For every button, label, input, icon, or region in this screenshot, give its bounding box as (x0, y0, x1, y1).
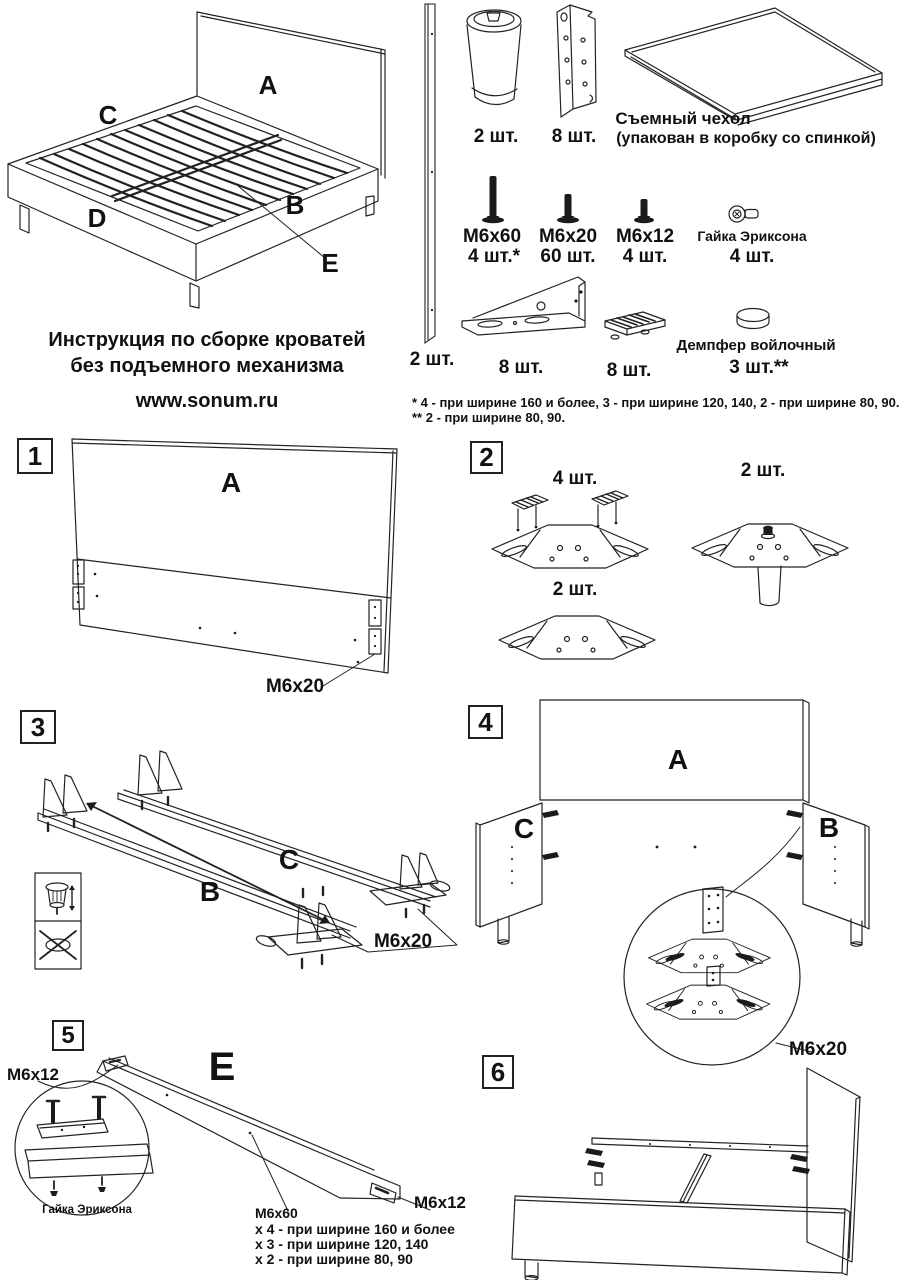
step-5-label-e: E (208, 1045, 236, 1089)
part-m6x20-name: M6x20 (538, 226, 598, 247)
center-rail-e (97, 1056, 400, 1203)
slat-holder-a (512, 495, 548, 531)
part-cover-note: (упакован в коробку со спинкой) (616, 130, 876, 147)
page-title-line1: Инструкция по сборке кроватей (48, 329, 366, 351)
step-5-m6x60-line1: x 4 - при ширине 160 и более (255, 1221, 455, 1237)
step-3-label-c: C (278, 844, 300, 875)
back-rail (585, 1138, 810, 1185)
magnified-corner-detail (647, 887, 771, 1019)
bracket-plate-icon (462, 277, 585, 335)
step-5-m6x60-line2: x 3 - при ширине 120, 140 (255, 1236, 429, 1252)
gussets-rail-c-left (138, 751, 182, 809)
center-rail (680, 1154, 711, 1203)
part-slat-strip-qty: 2 шт. (409, 349, 455, 370)
step-3-number: 3 (30, 711, 46, 742)
step-2-qty-bottom: 2 шт. (552, 579, 598, 600)
step-1-screw-label: M6x20 (265, 676, 325, 697)
website-text: www.sonum.ru (135, 390, 279, 412)
step-4-screw-label: M6x20 (788, 1039, 848, 1060)
part-cover-name: Съемный чехол (615, 109, 751, 128)
erikson-nut-icon (729, 206, 758, 222)
part-m6x12-qty: 4 шт. (622, 246, 668, 267)
front-panel (512, 1196, 850, 1280)
step-5-nut-label: Гайка Эриксона (42, 1204, 132, 1216)
part-erikson-name: Гайка Эриксона (697, 228, 807, 244)
part-m6x60-qty: 4 шт.* (468, 246, 520, 267)
screw-m6x20-icon (557, 194, 579, 223)
footnote-1: * 4 - при ширине 160 и более, 3 - при ширине 120, 140, 2 - при ширине 80, 90. (412, 395, 900, 410)
step-2-qty-right: 2 шт. (740, 460, 786, 481)
overview-label-e: E (321, 248, 339, 278)
erikson-nut-bottom-b (98, 1177, 106, 1192)
part-m6x20-qty: 60 шт. (540, 246, 596, 267)
overview-label-c: C (98, 100, 118, 130)
part-damper-name: Демпфер войлочный (676, 337, 836, 354)
part-m6x12-name: M6x12 (615, 226, 675, 247)
magnifier-circle-step5 (15, 1081, 149, 1215)
part-leg-qty: 2 шт. (473, 126, 519, 147)
overview-bed-drawing (0, 0, 412, 312)
step-4-label-b: B (818, 812, 840, 843)
overview-label-d: D (87, 203, 107, 233)
leg-icon (467, 10, 521, 105)
part-damper-qty: 3 шт.** (729, 357, 789, 378)
corner-plate-top (492, 525, 648, 568)
end-plate-rail-b (255, 887, 362, 968)
step-4-label-c: C (513, 813, 535, 844)
felt-damper-icon (737, 309, 769, 329)
step-1-number: 1 (27, 440, 43, 471)
step-6-drawing (470, 1040, 900, 1280)
overview-label-a: A (258, 70, 278, 100)
step-5-m6x60-line3: x 2 - при ширине 80, 90 (255, 1251, 413, 1267)
cover-icon (625, 8, 882, 125)
adjustable-glide-icon (46, 883, 75, 914)
screw-m6x60-icon (482, 176, 504, 223)
slat-holder-icon (605, 312, 665, 339)
step-2-number: 2 (479, 442, 494, 472)
step-3-screw-label: M6x20 (373, 931, 433, 952)
step-4-number: 4 (478, 706, 493, 737)
part-m6x60-name: M6x60 (462, 226, 522, 247)
page-title-line2: без подъемного механизма (70, 355, 344, 377)
part-plate-qty: 8 шт. (498, 357, 544, 378)
glide-callout-box (35, 873, 81, 969)
part-erikson-qty: 4 шт. (729, 246, 775, 267)
magnifier-circle (624, 889, 800, 1065)
step-5-number: 5 (61, 1021, 75, 1049)
leg-under-plate (758, 566, 781, 606)
headboard-brackets (73, 560, 381, 654)
step-3-label-b: B (199, 876, 221, 907)
part-corner-bracket-qty: 8 шт. (551, 126, 597, 147)
slat-holder-b (592, 491, 628, 527)
erikson-nut-bottom-a (50, 1181, 58, 1196)
screw-m6x12-icon (634, 199, 654, 223)
step-5-screw-right-label: M6x12 (414, 1193, 466, 1212)
corner-bracket-icon (557, 5, 596, 117)
overview-label-b: B (285, 190, 305, 220)
part-holder-qty: 8 шт. (606, 360, 652, 381)
step-2-drawing (460, 432, 900, 668)
step-6-number: 6 (490, 1056, 506, 1087)
magnified-bracket-detail (25, 1097, 153, 1196)
corner-plate-bottom (499, 616, 655, 659)
headboard-panel (807, 1068, 860, 1262)
step-4-label-a: A (667, 744, 689, 775)
part-slat-strip-drawing (413, 0, 447, 352)
step-5-m6x60-title: M6x60 (255, 1205, 298, 1221)
step-2-qty-top: 4 шт. (552, 468, 598, 489)
footnote-2: ** 2 - при ширине 80, 90. (412, 410, 566, 425)
no-glide-icon (40, 931, 76, 959)
step-1-label-a: A (220, 467, 242, 498)
step-5-screw-left-label: M6x12 (7, 1065, 59, 1084)
step-3-drawing (10, 705, 460, 1005)
